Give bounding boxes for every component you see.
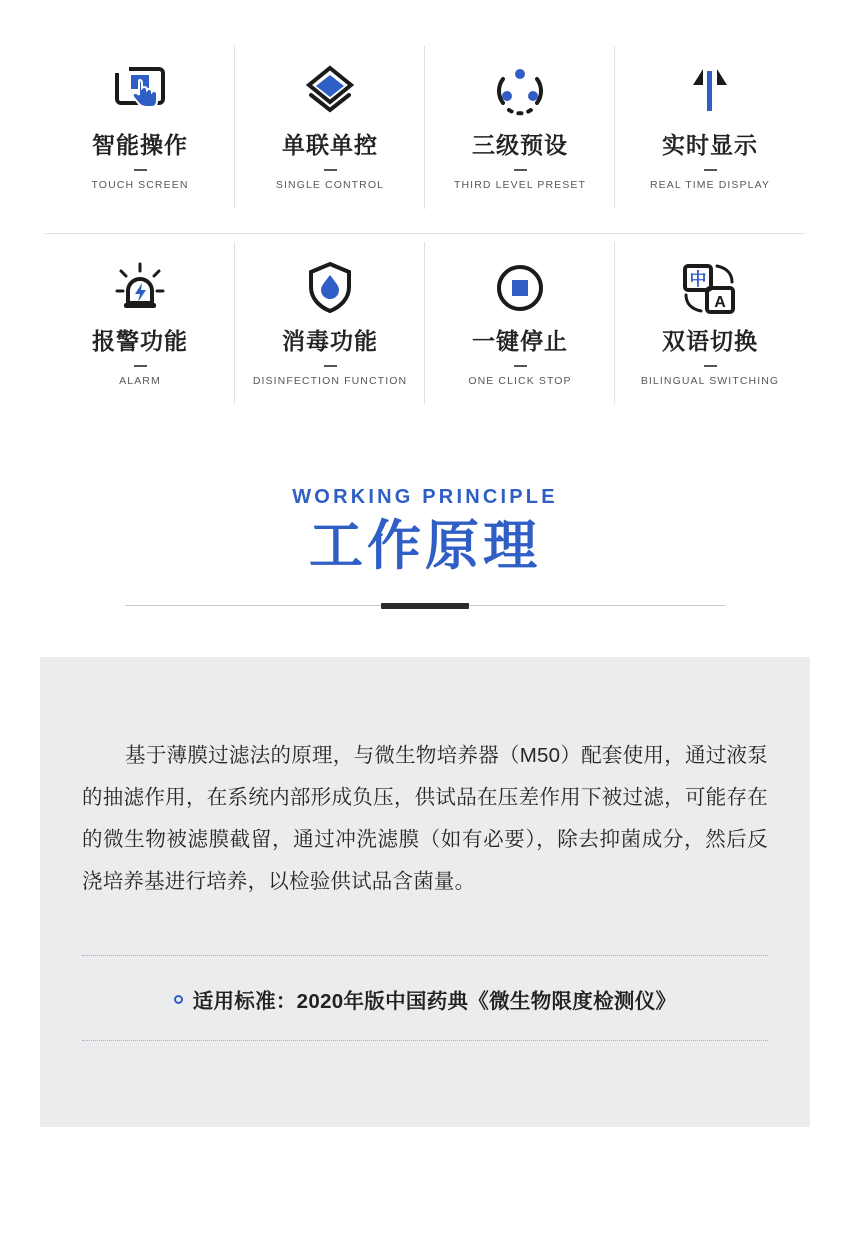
feature-subtitle: ONE CLICK STOP bbox=[468, 374, 572, 387]
layers-diamond-icon bbox=[299, 60, 361, 126]
divider-dash bbox=[704, 365, 717, 367]
realtime-display-icon bbox=[679, 60, 741, 126]
feature-subtitle: TOUCH SCREEN bbox=[91, 178, 189, 191]
feature-item-bilingual-switching bbox=[615, 233, 805, 428]
divider-dash bbox=[514, 365, 527, 367]
stop-button-icon bbox=[489, 256, 551, 322]
feature-item-one-click-stop bbox=[425, 233, 615, 428]
feature-subtitle: ALARM bbox=[119, 374, 161, 387]
divider-dash bbox=[324, 365, 337, 367]
feature-item-touch-screen bbox=[45, 38, 235, 233]
feature-grid bbox=[45, 38, 805, 428]
section-chinese-title: 工作原理 bbox=[309, 516, 541, 576]
content-card bbox=[40, 657, 810, 1127]
divider-dash bbox=[324, 169, 337, 171]
feature-title: 双语切换 bbox=[662, 328, 758, 354]
principle-paragraph: 基于薄膜过滤法的原理，与微生物培养器（M50）配套使用，通过液泵的抽滤作用，在系统内部形成负压，供试品在压差作用下被过滤，可能存在的微生物被滤膜截留，通过冲洗滤膜（如有必要），除去抑菌成分，然后反浇培养基进行培养，以检验供试品含菌量。 bbox=[82, 744, 768, 894]
shield-drop-icon bbox=[299, 256, 361, 322]
section-heading bbox=[0, 486, 850, 609]
standard-row bbox=[82, 956, 768, 1040]
divider-dash bbox=[134, 365, 147, 367]
standard-label: 适用标准：2020年版中国药典《微生物限度检测仪》 bbox=[192, 990, 677, 1014]
feature-title: 智能操作 bbox=[92, 132, 188, 158]
feature-title: 单联单控 bbox=[282, 132, 378, 158]
svg-text:A: A bbox=[714, 294, 726, 311]
feature-title: 报警功能 bbox=[92, 328, 188, 354]
svg-text:中: 中 bbox=[689, 270, 707, 290]
feature-subtitle: BILINGUAL SWITCHING bbox=[640, 374, 780, 387]
divider-dash bbox=[134, 169, 147, 171]
section-english-title: WORKING PRINCIPLE bbox=[292, 486, 558, 508]
divider-dash bbox=[514, 169, 527, 171]
card-separator-bottom bbox=[82, 1040, 768, 1041]
feature-subtitle: REAL TIME DISPLAY bbox=[649, 178, 771, 191]
section-divider bbox=[125, 603, 725, 609]
feature-subtitle: THIRD LEVEL PRESET bbox=[453, 178, 587, 191]
feature-title: 消毒功能 bbox=[282, 328, 378, 354]
alarm-light-icon bbox=[109, 256, 171, 322]
feature-item-alarm bbox=[45, 233, 235, 428]
feature-subtitle: SINGLE CONTROL bbox=[275, 178, 385, 191]
feature-title: 实时显示 bbox=[662, 132, 758, 158]
three-dots-circle-icon bbox=[489, 60, 551, 126]
feature-item-real-time-display bbox=[615, 38, 805, 233]
feature-item-disinfection bbox=[235, 233, 425, 428]
feature-title: 三级预设 bbox=[472, 132, 568, 158]
feature-item-third-level-preset bbox=[425, 38, 615, 233]
feature-item-single-control bbox=[235, 38, 425, 233]
page-root bbox=[0, 38, 850, 1251]
feature-subtitle: DISINFECTION FUNCTION bbox=[252, 374, 408, 387]
bullet-circle-icon bbox=[174, 995, 183, 1004]
divider-dash bbox=[704, 169, 717, 171]
feature-title: 一键停止 bbox=[472, 328, 568, 354]
touch-screen-icon bbox=[109, 60, 171, 126]
divider-line-thick bbox=[381, 603, 469, 609]
bilingual-switch-icon bbox=[677, 256, 743, 322]
